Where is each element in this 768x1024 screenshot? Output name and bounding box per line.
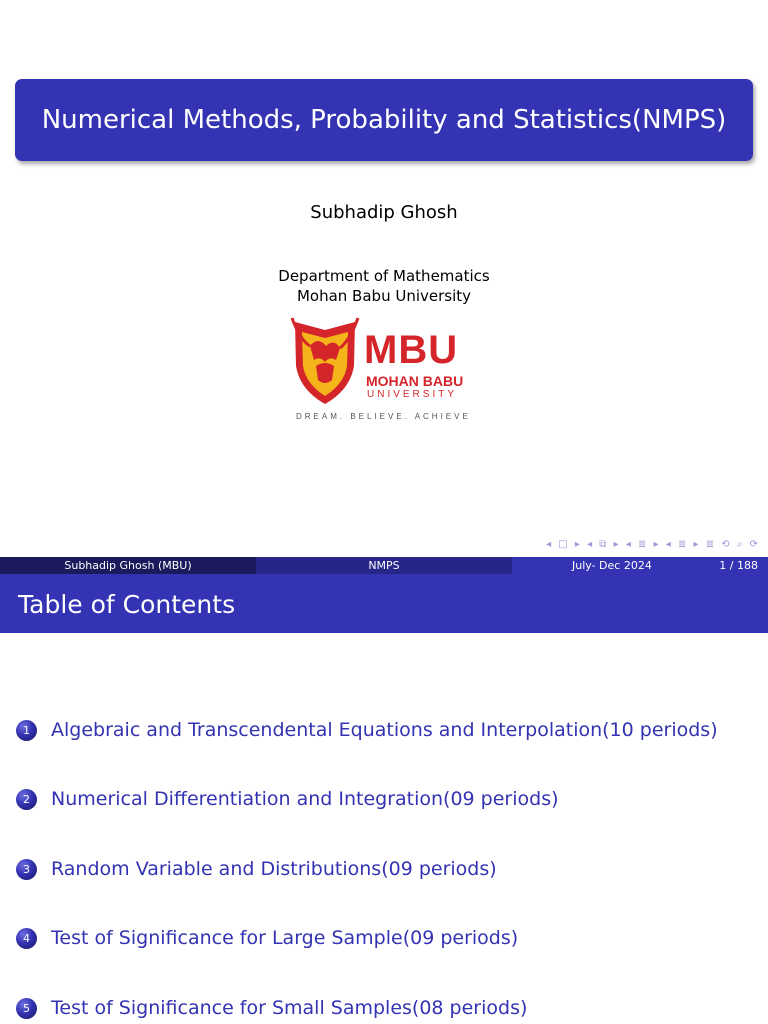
author-name: Subhadip Ghosh [310, 202, 458, 223]
logo-motto: DREAM. BELIEVE. ACHIEVE [296, 412, 471, 421]
footer-title [256, 557, 512, 574]
toc-link-2[interactable]: Numerical Differentiation and Integration(09 periods) [51, 788, 559, 810]
toc-link-5[interactable]: Test of Significance for Small Samples(08 periods) [51, 997, 528, 1019]
footer-page-number: 1 / 188 [719, 559, 758, 572]
footer-title-text: NMPS [368, 559, 400, 572]
university-logo [290, 316, 480, 426]
logo-brand: MBU [364, 328, 459, 372]
toc-link-4[interactable]: Test of Significance for Large Sample(09 periods) [51, 927, 519, 949]
griffin-shield-icon [290, 316, 360, 406]
toc-link-3[interactable]: Random Variable and Distributions(09 periods) [51, 858, 497, 880]
footer-date: July- Dec 2024 [572, 559, 652, 572]
toc-item-3[interactable] [16, 858, 497, 880]
toc-number-3: 3 [16, 859, 37, 880]
toc-heading: Table of Contents [18, 590, 236, 619]
footer-date-page [512, 557, 768, 574]
toc-number-1: 1 [16, 720, 37, 741]
institution [0, 266, 768, 306]
footer-author-text: Subhadip Ghosh (MBU) [64, 559, 192, 572]
title-box [15, 79, 753, 161]
footer-author [0, 557, 256, 574]
beamer-navigation-symbols[interactable]: ◂ □ ▸ ◂ ⧉ ▸ ◂ ≣ ▸ ◂ ≣ ▸ ≣ ⟲ ⌕ ⟳ [546, 539, 760, 550]
department-name: Department of Mathematics [278, 267, 490, 285]
slide-footer [0, 557, 768, 574]
toc-number-5: 5 [16, 998, 37, 1019]
university-name: Mohan Babu University [296, 287, 472, 305]
toc-number-2: 2 [16, 789, 37, 810]
slide-title: Numerical Methods, Probability and Statistics(NMPS) [41, 105, 727, 135]
toc-item-1[interactable] [16, 719, 718, 741]
toc-item-5[interactable] [16, 997, 527, 1019]
toc-number-4: 4 [16, 928, 37, 949]
toc-link-1[interactable]: Algebraic and Transcendental Equations and Interpolation(10 periods) [51, 719, 718, 741]
toc-item-4[interactable] [16, 927, 518, 949]
toc-header [0, 574, 768, 633]
toc-item-2[interactable] [16, 788, 559, 810]
logo-name-line2: UNIVERSITY [367, 389, 458, 400]
logo-name-line1: MOHAN BABU [366, 373, 464, 389]
